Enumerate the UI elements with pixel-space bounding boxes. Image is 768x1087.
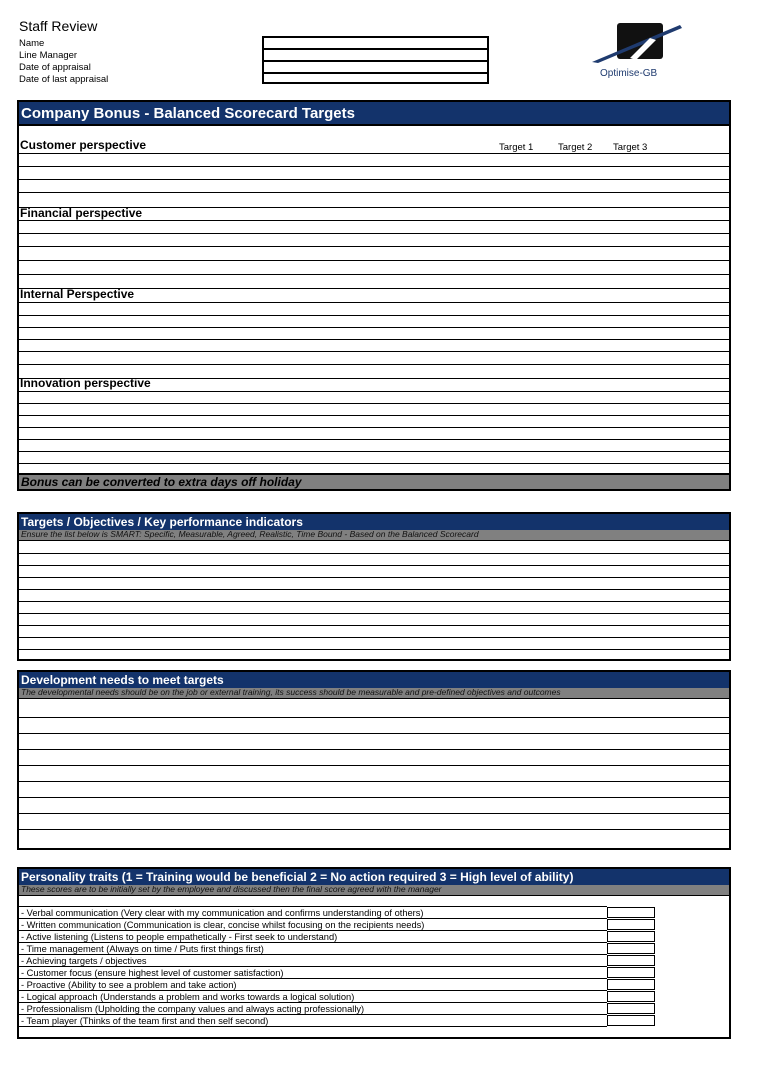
target-2-label: Target 2 (558, 142, 593, 153)
score-input-achieving-targets[interactable] (607, 955, 655, 966)
row-line (19, 427, 729, 428)
targets-title: Targets / Objectives / Key performance indicators (19, 514, 729, 530)
row-line (19, 403, 729, 404)
target-1-label: Target 1 (499, 142, 534, 153)
row-line (19, 246, 729, 247)
score-input-written-communication[interactable] (607, 919, 655, 930)
trait-time-management: - Time management (Always on time / Puts first things first) (21, 944, 264, 954)
score-input-verbal-communication[interactable] (607, 907, 655, 918)
row-line (19, 233, 729, 234)
row-line (19, 918, 607, 919)
customer-perspective-label: Customer perspective (20, 138, 147, 152)
logo-text: Optimise-GB (600, 68, 658, 79)
row-line (19, 577, 729, 578)
trait-written-communication: - Written communication (Communication is clear, concise whilst focusing on the recipients needs) (21, 920, 425, 930)
trait-customer-focus: - Customer focus (ensure highest level of customer satisfaction) (21, 968, 284, 978)
development-title: Development needs to meet targets (19, 672, 729, 688)
name-field[interactable] (264, 38, 487, 48)
row-line (19, 717, 729, 718)
date-of-last-appraisal-field[interactable] (264, 74, 487, 82)
row-line (19, 601, 729, 602)
trait-team-player: - Team player (Thinks of the team first and then self second) (21, 1016, 269, 1026)
score-input-team-player[interactable] (607, 1015, 655, 1026)
score-input-time-management[interactable] (607, 943, 655, 954)
row-line (19, 315, 729, 316)
score-input-customer-focus[interactable] (607, 967, 655, 978)
row-line (19, 179, 729, 180)
line-manager-label: Line Manager (19, 50, 78, 61)
row-line (19, 613, 729, 614)
row-line (19, 302, 729, 303)
scorecard-title: Company Bonus - Balanced Scorecard Targets (19, 102, 729, 126)
row-line (19, 364, 729, 365)
innovation-perspective-label: Innovation perspective (20, 376, 151, 390)
line-manager-field[interactable] (264, 50, 487, 60)
row-line (19, 260, 729, 261)
row-line (19, 797, 729, 798)
scorecard-section (17, 100, 731, 491)
row-line (19, 765, 729, 766)
trait-logical-approach: - Logical approach (Understands a problem and works towards a logical solution) (21, 992, 355, 1002)
row-line (19, 391, 729, 392)
row-line (19, 966, 607, 967)
trait-proactive: - Proactive (Ability to see a problem and take action) (21, 980, 237, 990)
row-line (19, 439, 729, 440)
targets-section (17, 512, 731, 661)
row-line (19, 625, 729, 626)
row-line (19, 1002, 607, 1003)
row-line (19, 351, 729, 352)
date-of-appraisal-label: Date of appraisal (19, 62, 91, 73)
internal-perspective-label: Internal Perspective (20, 287, 135, 301)
date-of-last-appraisal-label: Date of last appraisal (19, 74, 109, 85)
targets-subtitle: Ensure the list below is SMART: Specific, Measurable, Agreed, Realistic, Time Bound - Based on the Balanced Scorecard (19, 530, 729, 541)
row-line (19, 942, 607, 943)
row-line (19, 733, 729, 734)
row-line (19, 749, 729, 750)
row-line (19, 954, 607, 955)
row-line (19, 978, 607, 979)
score-input-active-listening[interactable] (607, 931, 655, 942)
row-line (19, 166, 729, 167)
row-line (19, 463, 729, 464)
row-line (19, 781, 729, 782)
name-label: Name (19, 38, 45, 49)
row-line (19, 829, 729, 830)
row-line (19, 1026, 607, 1027)
score-input-logical-approach[interactable] (607, 991, 655, 1002)
row-line (19, 906, 607, 907)
row-line (19, 274, 729, 275)
trait-achieving-targets: - Achieving targets / objectives (21, 956, 147, 966)
personality-title: Personality traits (1 = Training would be beneficial 2 = No action required 3 = High level of ability) (19, 869, 729, 885)
personality-subtitle: These scores are to be initially set by the employee and discussed then the final score agreed with the manager (19, 885, 729, 896)
row-line (19, 589, 729, 590)
row-line (19, 649, 729, 650)
row-line (19, 153, 729, 154)
page-title: Staff Review (19, 18, 98, 34)
score-input-professionalism[interactable] (607, 1003, 655, 1014)
development-section (17, 670, 731, 850)
row-line (19, 220, 729, 221)
row-line (19, 327, 729, 328)
row-line (19, 930, 607, 931)
date-of-appraisal-field[interactable] (264, 62, 487, 72)
target-3-label: Target 3 (613, 142, 648, 153)
row-line (19, 553, 729, 554)
row-line (19, 415, 729, 416)
score-input-proactive[interactable] (607, 979, 655, 990)
row-line (19, 637, 729, 638)
row-line (19, 565, 729, 566)
financial-perspective-label: Financial perspective (20, 206, 143, 220)
row-line (19, 451, 729, 452)
row-line (19, 990, 607, 991)
personality-section (17, 867, 731, 1039)
row-line (19, 1014, 607, 1015)
row-line (19, 813, 729, 814)
row-line (19, 192, 729, 193)
trait-active-listening: - Active listening (Listens to people empathetically - First seek to understand) (21, 932, 338, 942)
trait-verbal-communication: - Verbal communication (Very clear with my communication and confirms understanding of others) (21, 908, 424, 918)
trait-professionalism: - Professionalism (Upholding the company values and always acting professionally) (21, 1004, 365, 1014)
bonus-note: Bonus can be converted to extra days off holiday (19, 473, 729, 489)
row-line (19, 339, 729, 340)
development-subtitle: The developmental needs should be on the job or external training, its success should be measurable and pre-defined objectives and outcomes (19, 688, 729, 699)
